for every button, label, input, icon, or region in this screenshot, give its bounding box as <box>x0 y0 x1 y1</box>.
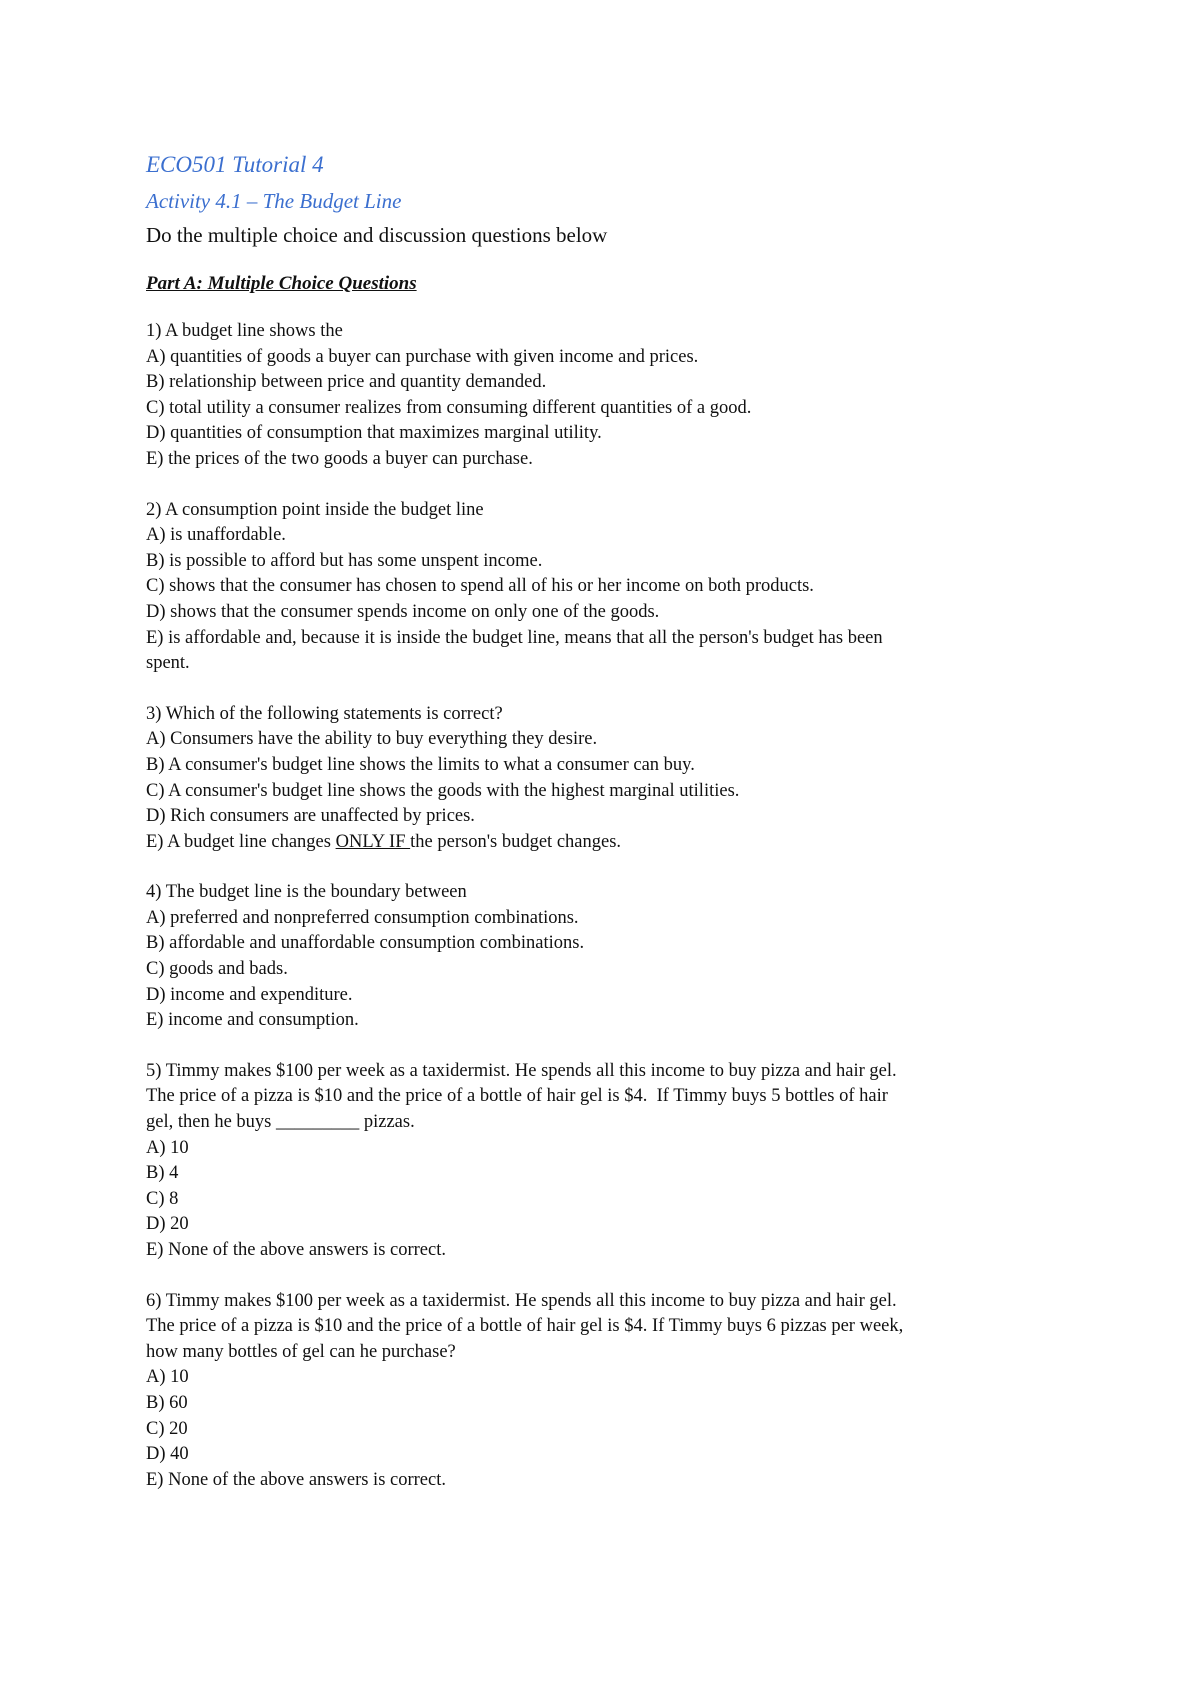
question-4 <box>146 880 1066 1034</box>
part-a-heading: Part A: Multiple Choice Questions <box>146 273 417 294</box>
question-3-option-e <box>146 830 1066 856</box>
question-1-stem: 1) A budget line shows the <box>146 321 343 341</box>
question-2-option-d: D) shows that the consumer spends income on only one of the goods. <box>146 601 660 622</box>
question-5-stem-line-1: 5) Timmy makes $100 per week as a taxidermist. He spends all this income to buy pizza and hair gel. <box>146 1060 897 1081</box>
question-6 <box>146 1289 1066 1494</box>
question-4-option-a: A) preferred and nonpreferred consumption combinations. <box>146 907 579 928</box>
question-5-option-d: D) 20 <box>146 1214 189 1235</box>
question-3-option-e-start: E) A budget line changes <box>146 831 336 852</box>
question-3-option-b: B) A consumer's budget line shows the limits to what a consumer can buy. <box>146 754 695 775</box>
activity-subtitle: Activity 4.1 – The Budget Line <box>146 189 402 213</box>
question-3-option-a: A) Consumers have the ability to buy everything they desire. <box>146 729 598 750</box>
question-6-option-b: B) 60 <box>146 1392 188 1413</box>
question-6-stem-line-1: 6) Timmy makes $100 per week as a taxidermist. He spends all this income to buy pizza and hair gel. <box>146 1290 897 1311</box>
question-5-option-b: B) 4 <box>146 1163 179 1184</box>
question-6-option-c: C) 20 <box>146 1418 188 1439</box>
question-4-option-b: B) affordable and unaffordable consumption combinations. <box>146 933 585 954</box>
question-6-stem-line-3: how many bottles of gel can he purchase? <box>146 1341 456 1362</box>
question-1-option-b: B) relationship between price and quantity demanded. <box>146 372 547 393</box>
question-3-option-d: D) Rich consumers are unaffected by prices. <box>146 806 475 827</box>
question-5-stem-line-2: The price of a pizza is $10 and the price of a bottle of hair gel is $4. If Timmy buys 5 bottles of hair <box>146 1086 888 1107</box>
question-3-option-e-end: the person's budget changes. <box>410 831 622 852</box>
question-6-option-e: E) None of the above answers is correct. <box>146 1469 446 1490</box>
question-5-option-e: E) None of the above answers is correct. <box>146 1240 446 1260</box>
page-title: ECO501 Tutorial 4 <box>146 152 324 177</box>
question-1-option-a: A) quantities of goods a buyer can purchase with given income and prices. <box>146 346 699 367</box>
question-1 <box>146 319 1066 473</box>
question-4-option-d: D) income and expenditure. <box>146 984 353 1005</box>
question-5-option-c: C) 8 <box>146 1188 179 1209</box>
question-2-stem: 2) A consumption point inside the budget line <box>146 499 484 520</box>
question-2-option-c: C) shows that the consumer has chosen to spend all of his or her income on both products. <box>146 576 814 597</box>
question-1-option-e: E) the prices of the two goods a buyer can purchase. <box>146 448 533 469</box>
question-3-option-c: C) A consumer's budget line shows the goods with the highest marginal utilities. <box>146 780 740 801</box>
question-3 <box>146 702 1066 856</box>
question-6-option-a: A) 10 <box>146 1367 189 1388</box>
instructions-text: Do the multiple choice and discussion questions below <box>146 223 608 247</box>
question-2-option-e: E) is affordable and, because it is inside the budget line, means that all the person's budget has been <box>146 627 883 648</box>
question-2-option-b: B) is possible to afford but has some unspent income. <box>146 550 543 571</box>
question-2 <box>146 498 1066 677</box>
question-3-option-e-emphasis: ONLY IF <box>335 831 411 852</box>
document-page <box>146 148 1066 1518</box>
question-1-option-d: D) quantities of consumption that maximizes marginal utility. <box>146 423 602 444</box>
question-6-option-d: D) 40 <box>146 1444 189 1465</box>
question-4-stem: 4) The budget line is the boundary between <box>146 882 467 903</box>
question-5 <box>146 1059 1066 1264</box>
question-5-stem-line-3: gel, then he buys _________ pizzas. <box>146 1112 415 1133</box>
question-2-option-e-continued: spent. <box>146 653 190 674</box>
question-4-option-c: C) goods and bads. <box>146 959 288 980</box>
question-6-stem-line-2: The price of a pizza is $10 and the price of a bottle of hair gel is $4. If Timmy buys 6 pizzas per week, <box>146 1316 904 1337</box>
question-3-stem: 3) Which of the following statements is correct? <box>146 703 503 724</box>
question-1-option-c: C) total utility a consumer realizes from consuming different quantities of a good. <box>146 397 752 418</box>
question-5-option-a: A) 10 <box>146 1137 189 1158</box>
question-2-option-a: A) is unaffordable. <box>146 525 286 546</box>
question-4-option-e: E) income and consumption. <box>146 1010 359 1031</box>
